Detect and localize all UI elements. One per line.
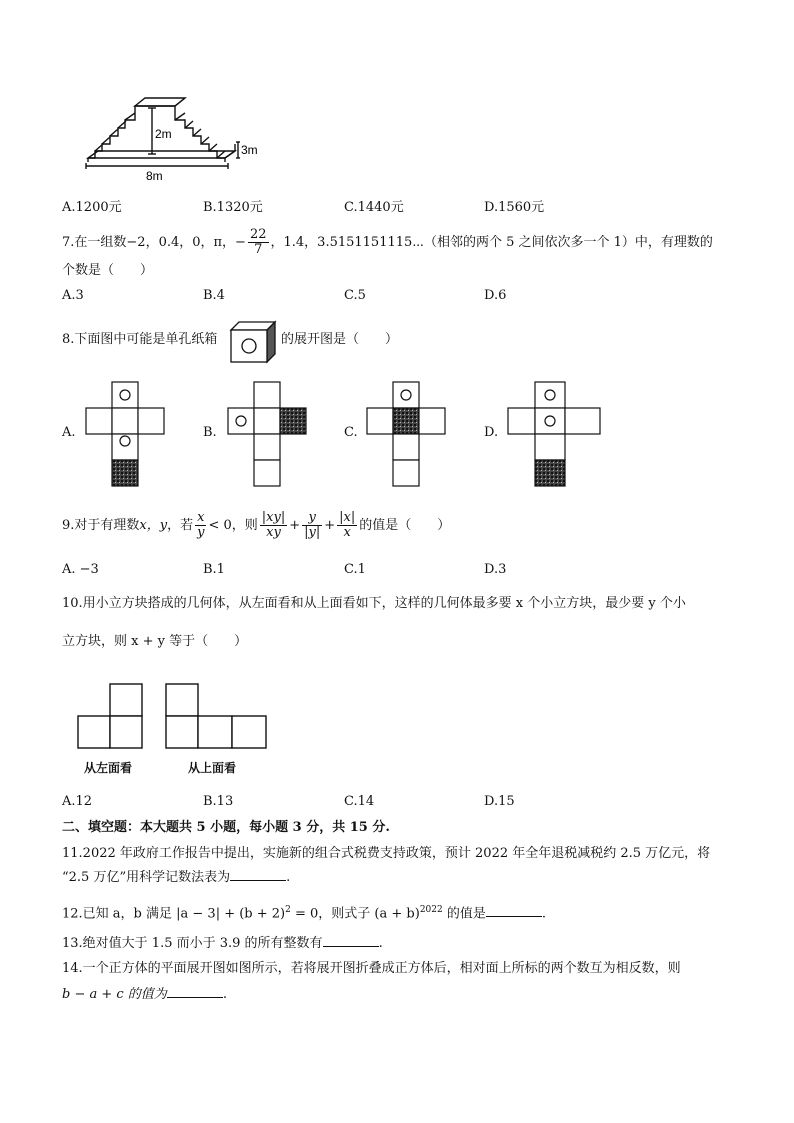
width-label: 8m (146, 169, 163, 183)
q14-line2 (62, 985, 227, 1004)
q10-option-c[interactable]: C.14 (344, 794, 375, 809)
q8-suffix: 的展开图是（ ） (281, 332, 399, 347)
top-view-figure (166, 682, 271, 752)
q7-option-a[interactable]: A.3 (62, 288, 84, 303)
net-b[interactable] (227, 380, 307, 490)
step-label: 3m (241, 143, 258, 157)
q9-option-d[interactable]: D.3 (484, 562, 507, 577)
q11-line2 (62, 868, 290, 887)
q6-option-b[interactable]: B.1320元 (203, 200, 263, 215)
q8-label-b[interactable]: B. (203, 425, 217, 440)
stair-figure (80, 96, 270, 186)
q9-frac1 (195, 511, 206, 540)
q6-option-c[interactable]: C.1440元 (344, 200, 404, 215)
q12-text1: 12.已知 a，b 满足 |a − 3| + (b + 2) (62, 906, 286, 922)
q7-frac-den: 7 (254, 242, 263, 257)
q6-option-d[interactable]: D.1560元 (484, 200, 545, 215)
left-view-figure (78, 682, 148, 752)
q9-option-b[interactable]: B.1 (203, 562, 225, 577)
q9-frac2-num: |xy| (261, 510, 286, 525)
q9-frac1-den: y (197, 525, 205, 540)
q12-answer-blank[interactable] (486, 904, 542, 917)
q12-text3: 的值是 (442, 906, 486, 922)
q7-frac-num: 22 (249, 227, 267, 242)
q9-frac4-den: x (343, 525, 351, 540)
q10-line2: 立方块，则 x + y 等于（ ） (62, 634, 248, 649)
q12-sup2: 2022 (419, 905, 443, 915)
q7-fraction (248, 228, 269, 257)
q9-option-c[interactable]: C.1 (344, 562, 366, 577)
q13-answer-blank[interactable] (323, 934, 379, 947)
q9-frac4 (337, 511, 357, 540)
q14-line2-text: b − a + c 的值为 (62, 987, 167, 1002)
net-c[interactable] (366, 380, 446, 490)
q9-cond-post: < 0，则 (208, 518, 258, 533)
section-heading: 二、填空题：本大题共 5 小题，每小题 3 分，共 15 分. (62, 820, 390, 835)
q10-option-b[interactable]: B.13 (203, 794, 234, 809)
q9-prefix: 9.对于有理数 (62, 518, 140, 533)
q11-answer-blank[interactable] (230, 868, 286, 881)
q9-suffix: 的值是（ ） (359, 518, 451, 533)
q12-text2: = 0，则式子 (a + b) (290, 906, 420, 922)
q7-stem (62, 228, 713, 257)
q13-text: 13.绝对值大于 1.5 而小于 3.9 的所有整数有 (62, 936, 323, 951)
q7-option-d[interactable]: D.6 (484, 288, 507, 303)
q7-option-b[interactable]: B.4 (203, 288, 225, 303)
q9-frac3-den: |y| (304, 525, 321, 540)
net-a[interactable] (85, 380, 165, 490)
q9-frac2 (260, 511, 287, 540)
q12-stem (62, 901, 546, 923)
q9-frac1-num: x (195, 511, 206, 526)
q11-end: . (286, 870, 291, 885)
top-view-caption: 从上面看 (188, 761, 237, 775)
q7-option-c[interactable]: C.5 (344, 288, 366, 303)
q10-option-d[interactable]: D.15 (484, 794, 515, 809)
q9-frac3-num: y (302, 511, 322, 526)
q13-end: . (378, 936, 383, 951)
q9-cond-pre: ，若 (167, 518, 194, 533)
q11-line1: 11.2022 年政府工作报告中提出，实施新的组合式税费支持政策，预计 2022 年全年退税减税约 2.5 万亿元，将 (62, 846, 711, 861)
q8-label-a[interactable]: A. (62, 425, 76, 440)
left-view-caption: 从左面看 (84, 761, 133, 775)
q9-vars: x，y (139, 518, 168, 533)
q9-stem: 9.对于有理数x，y，若 $\frac{x}{y}$ < 0，则 $\frac{|xy|}{xy}$ + $\frac{y}{|y|}$ + $\frac{|x|}{x}$ 的值是（ ） (62, 510, 451, 540)
q8-label-c[interactable]: C. (344, 425, 358, 440)
cube-box-icon (229, 320, 279, 364)
q12-end: . (541, 906, 546, 922)
q14-line1: 14.一个正方体的平面展开图如图所示，若将展开图折叠成正方体后，相对面上所标的两个数互为相反数，则 (62, 961, 681, 976)
height-label: 2m (155, 127, 172, 141)
q9-option-a[interactable]: A. −3 (62, 562, 99, 577)
q9-frac3 (302, 511, 322, 540)
q9-frac4-num: |x| (339, 510, 356, 525)
q14-answer-blank[interactable] (167, 985, 223, 998)
q10-line1: 10.用小立方块搭成的几何体，从左面看和从上面看如下，这样的几何体最多要 x 个小立方块，最少要 y 个小 (62, 596, 686, 611)
q12-sup1: 2 (285, 905, 291, 915)
net-d[interactable] (507, 380, 602, 490)
q11-line2-text: “2.5 万亿”用科学记数法表为 (62, 870, 231, 885)
q14-end: . (222, 987, 227, 1002)
q7-suffix: ，1.4，3.5151151115⋯（相邻的两个 5 之间依次多一个 1）中，有理数的 (270, 235, 713, 250)
q7-line2: 个数是（ ） (62, 263, 154, 278)
q8-label-d[interactable]: D. (484, 425, 499, 440)
q10-option-a[interactable]: A.12 (62, 794, 93, 809)
q6-option-a[interactable]: A.1200元 (62, 200, 122, 215)
q7-prefix: 7.在一组数−2，0.4，0，π，− (62, 235, 246, 250)
q8-prefix: 8.下面图中可能是单孔纸箱 (62, 332, 218, 347)
q9-frac2-den: xy (266, 525, 281, 540)
q13-stem (62, 934, 383, 953)
